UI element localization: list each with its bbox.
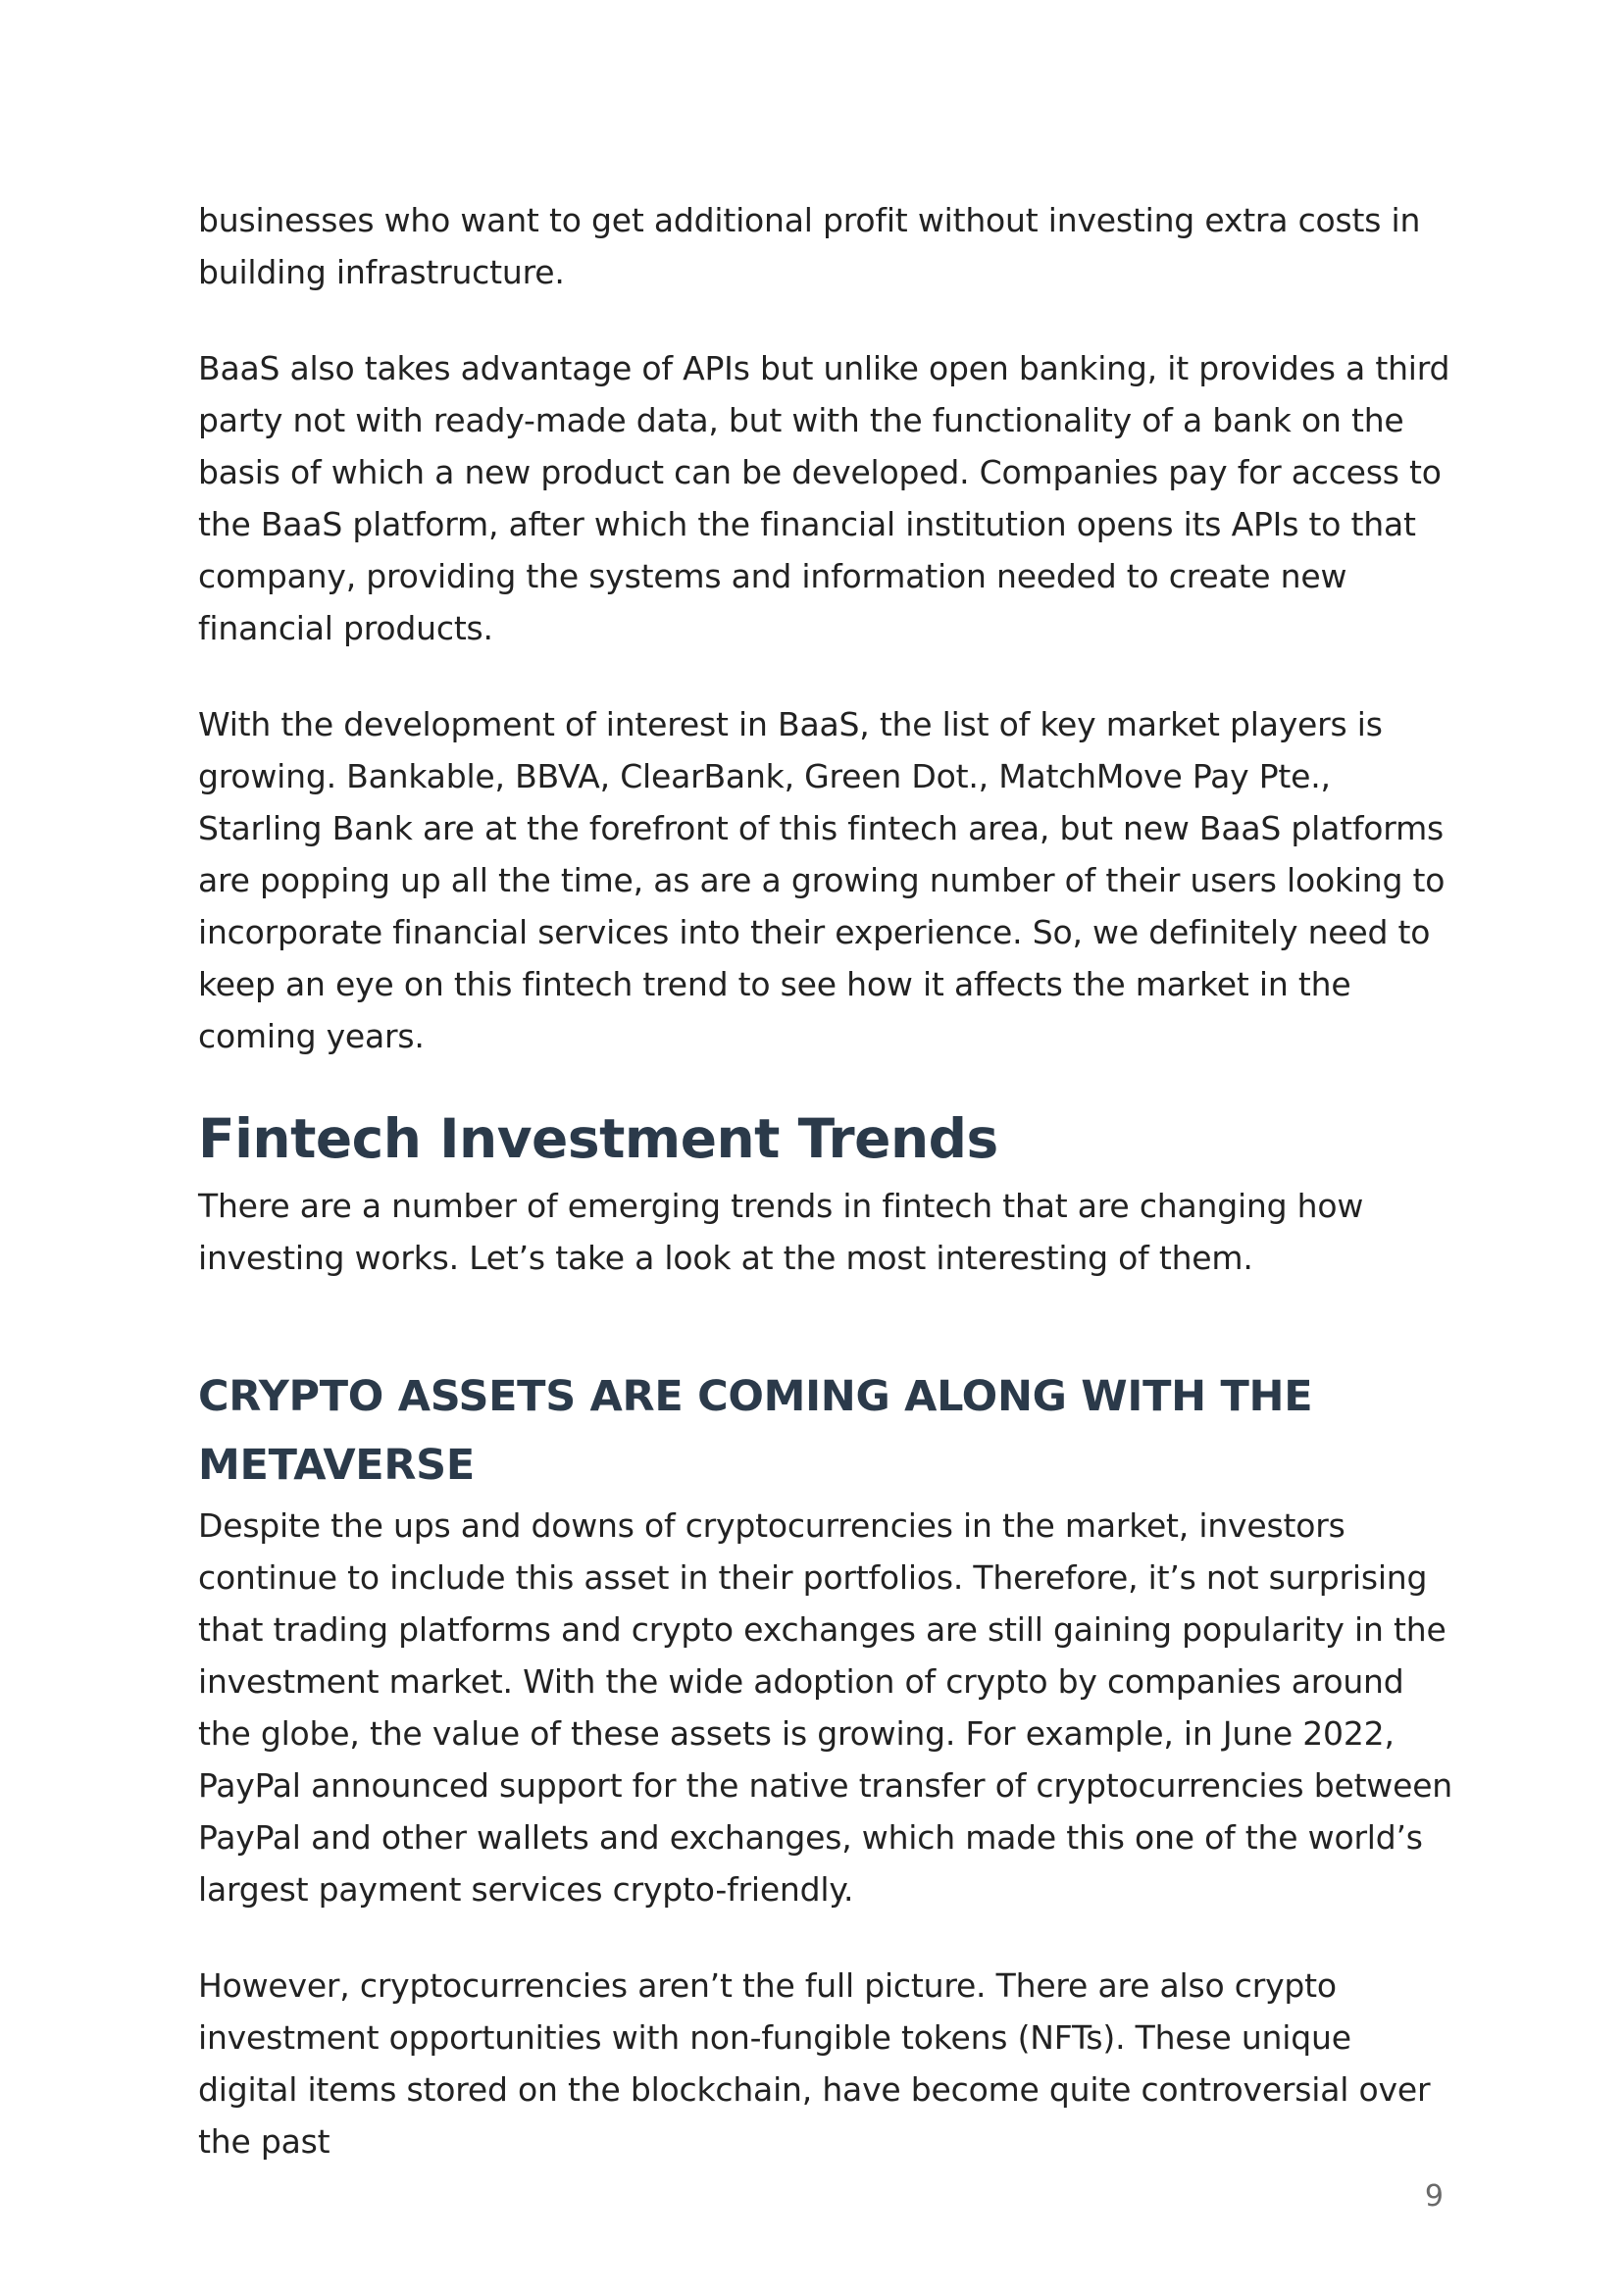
subsection-paragraph-2: However, cryptocurrencies aren’t the full picture. There are also crypto investment opportunities with non-fungible tokens (NFTs). These unique digital items stored on the blockchain, have become quite controversial over the past [198, 1966, 1431, 2161]
section-intro-paragraph: There are a number of emerging trends in fintech that are changing how investing works. Let’s take a look at the most interesting of them. [198, 1187, 1364, 1277]
page-number: 9 [1424, 2179, 1444, 2214]
page-content [198, 194, 1453, 2167]
intro-paragraph-1: businesses who want to get additional profit without investing extra costs in building infrastructure. [198, 201, 1421, 291]
subsection-paragraph-1: Despite the ups and downs of cryptocurrencies in the market, investors continue to include this asset in their portfolios. Therefore, it’s not surprising that trading platforms and crypto exchanges are still gaining popularity in the investment market. With the wide adoption of crypto by companies around the globe, the value of these assets is growing. For example, in June 2022, PayPal announced support for the native transfer of cryptocurrencies between PayPal and other wallets and exchanges, which made this one of the world’s largest payment services crypto-friendly. [198, 1506, 1453, 1909]
intro-paragraph-3: With the development of interest in BaaS, the list of key market players is growing. Bankable, BBVA, ClearBank, Green Dot., MatchMove Pay Pte., Starling Bank are at the forefront of this fintech area, but new BaaS platforms are popping up all the time, as are a growing number of their users looking to incorporate financial services into their experience. So, we definitely need to keep an eye on this fintech trend to see how it affects the market in the coming years. [198, 705, 1446, 1055]
section-heading: Fintech Investment Trends [198, 1107, 998, 1170]
intro-paragraph-2: BaaS also takes advantage of APIs but unlike open banking, it provides a third party not with ready-made data, but with the functionality of a bank on the basis of which a new product can be developed. Companies pay for access to the BaaS platform, after which the financial institution opens its APIs to that company, providing the systems and information needed to create new financial products. [198, 349, 1450, 647]
subsection-heading: CRYPTO ASSETS ARE COMING ALONG WITH THE METAVERSE [198, 1372, 1313, 1490]
